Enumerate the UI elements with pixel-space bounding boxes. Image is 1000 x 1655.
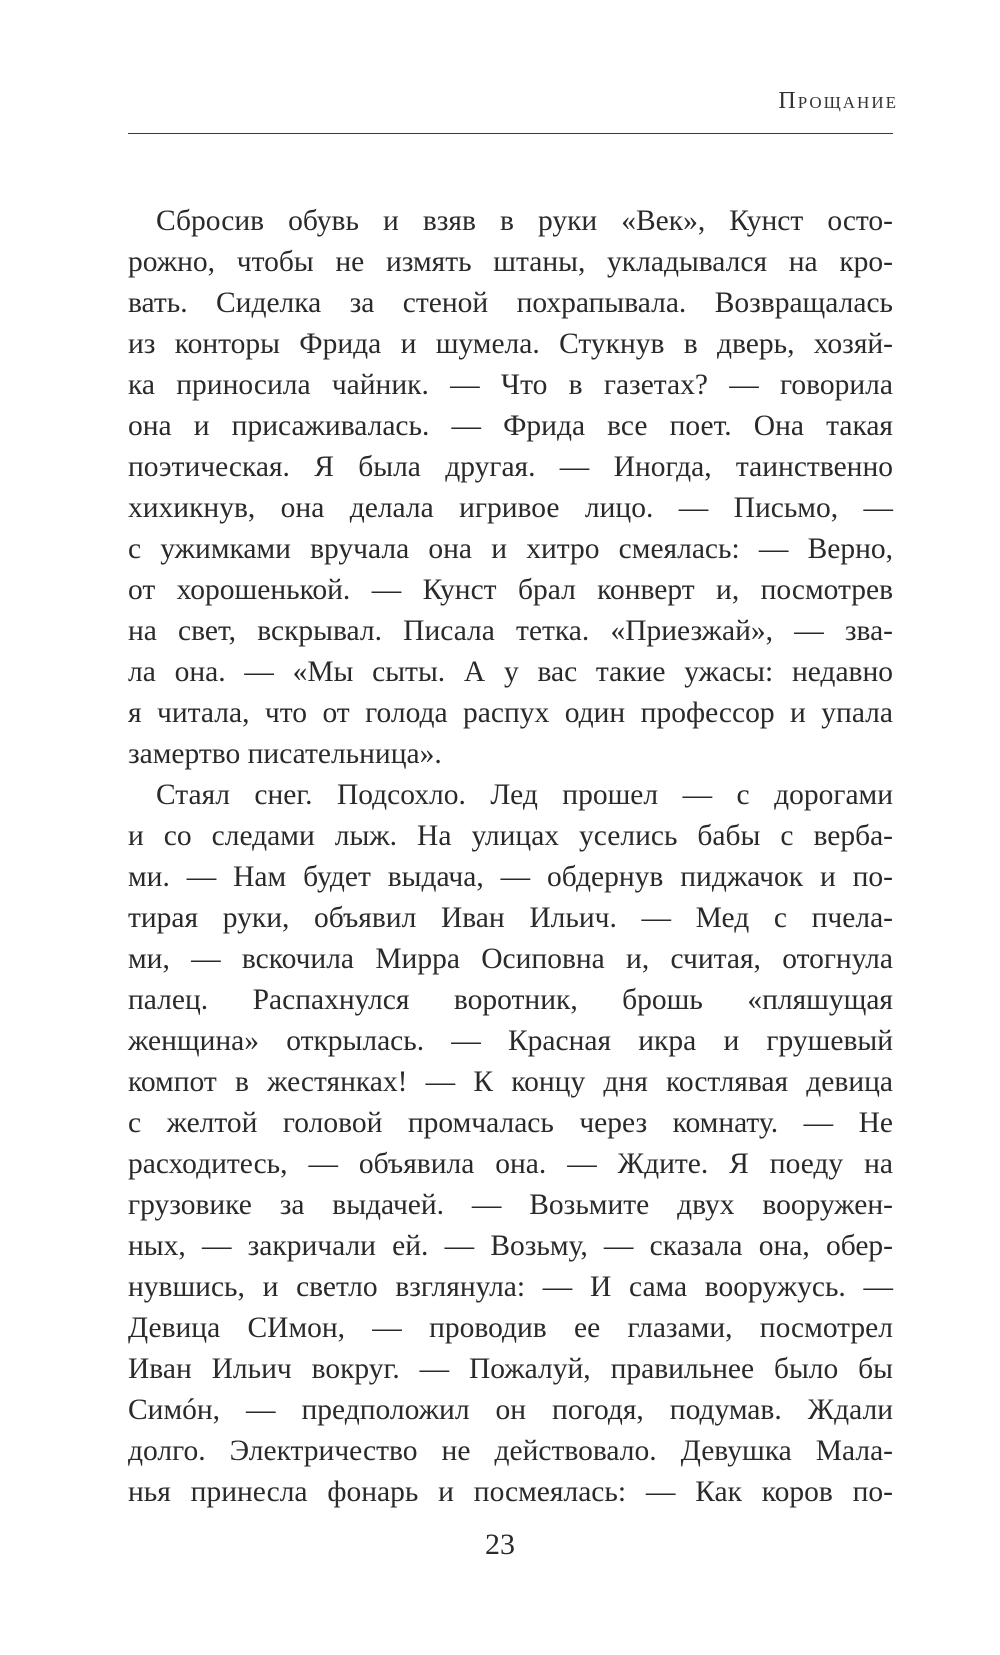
text-line: грузовике за выдачей. — Возьмите двух вооружен- [128,1189,893,1221]
text-line: из конторы Фрида и шумела. Стукнув в дверь, хозяй- [128,328,893,360]
text-line: долго. Электричество не действовало. Девушка Мала- [128,1435,893,1467]
text-line: расходитесь, — объявила она. — Ждите. Я поеду на [128,1148,893,1180]
text-line: с желтой головой промчалась через комнату. — Не [128,1107,893,1139]
text-line: Сбросив обувь и взяв в руки «Век», Кунст осто- [156,205,893,237]
text-line: я читала, что от голода распух один профессор и упала [128,697,893,729]
text-line: хихикнув, она делала игривое лицо. — Письмо, — [128,492,893,524]
text-line: поэтическая. Я была другая. — Иногда, таинственно [128,451,893,483]
text-line: и со следами лыж. На улицах уселись бабы с верба- [128,820,893,852]
text-line: женщина» открылась. — Красная икра и грушевый [128,1025,893,1057]
text-line: на свет, вскрывал. Писала тетка. «Приезжай», — зва- [128,615,893,647]
text-line: вать. Сиделка за стеной похрапывала. Возвращалась [128,287,893,319]
text-line: Симóн, — предположил он погодя, подумав. Ждали [128,1394,893,1426]
text-line: от хорошенькой. — Кунст брал конверт и, посмотрев [128,574,893,606]
body-text [128,201,893,1513]
page-number: 23 [485,1528,515,1561]
text-line: ла она. — «Мы сыты. А у вас такие ужасы: недавно [128,656,893,688]
text-line: нья принесла фонарь и посмеялась: — Как коров по- [128,1476,893,1508]
text-line: ных, — закричали ей. — Возьму, — сказала она, обер- [128,1230,893,1262]
text-line: Стаял снег. Подсохло. Лед прошел — с дорогами [156,779,893,811]
text-line: она и присаживалась. — Фрида все поет. Она такая [128,410,893,442]
header-rule [128,133,893,134]
text-line: ми, — вскочила Мирра Осиповна и, считая, отогнула [128,943,893,975]
text-line: палец. Распахнулся воротник, брошь «пляшущая [128,984,893,1016]
text-line: замертво писательница». [128,738,442,770]
text-line: ка приносила чайник. — Что в газетах? — говорила [128,369,893,401]
text-line: Девица СИмон, — проводив ее глазами, посмотрел [128,1312,893,1344]
text-line: рожно, чтобы не измять штаны, укладывался на кро- [128,246,893,278]
running-head: Прощание [778,88,898,114]
text-line: с ужимками вручала она и хитро смеялась: — Верно, [128,533,893,565]
text-line: ми. — Нам будет выдача, — обдернув пиджачок и по- [128,861,893,893]
text-line: компот в жестянках! — К концу дня костлявая девица [128,1066,893,1098]
text-line: тирая руки, объявил Иван Ильич. — Мед с пчела- [128,902,893,934]
text-line: нувшись, и светло взглянула: — И сама вооружусь. — [128,1271,893,1303]
text-line: Иван Ильич вокруг. — Пожалуй, правильнее было бы [128,1353,893,1385]
